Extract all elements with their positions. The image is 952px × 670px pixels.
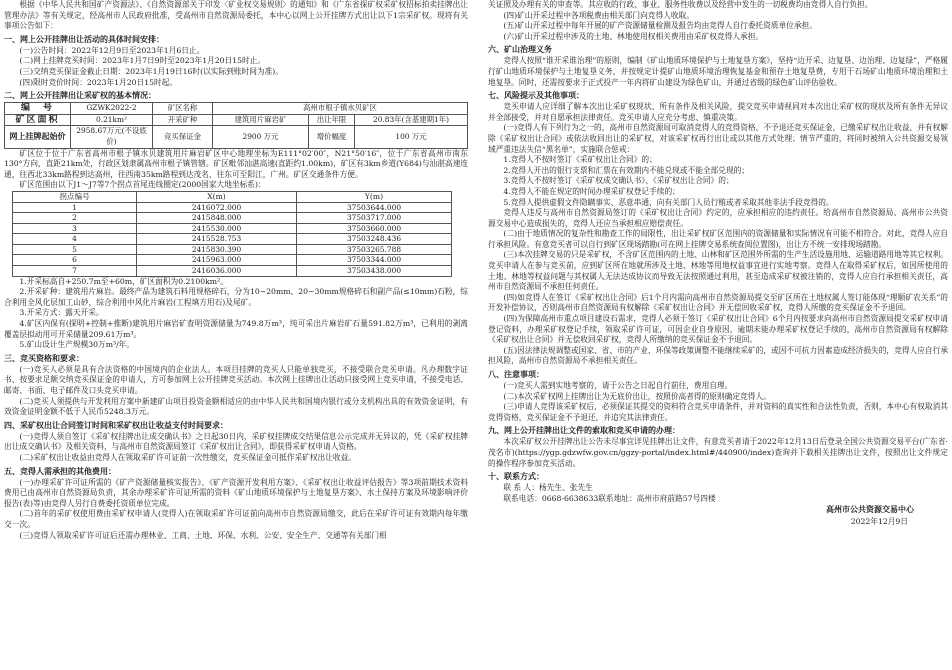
table-row bbox=[13, 266, 452, 277]
contact-info: 联系电话：0668-6638633联系地址：高州市府前路57号四楼 bbox=[503, 493, 716, 503]
table-cell: 高州市根子镇水贝矿区 bbox=[213, 103, 468, 115]
paragraph: (一)竞买人必须是具有合法资格的中国境内的企业法人。本项目挂牌的竞买人只能单独竞买，不接受联合竞买申请。凡办理数字证书、按要求足额交纳竞买保证金的申请人，方可参加网上公开挂牌竞买活动。本次网上挂牌出让活动只接受网上竞买申请，不接受电话、邮寄、书面、电子邮件及口头竞买申请。 bbox=[4, 364, 468, 395]
note-line: 5.矿山设计生产规模30万m³/年。 bbox=[19, 340, 135, 350]
note-line: 4.矿区内保有(探明+控制+推断)建筑用片麻岩矿查明资源储量为749.8万m³，纯可采出片麻岩矿石量591.82万m³，已利用的剥离覆盖层拟动用可开采储量209.61万m³。 bbox=[4, 319, 468, 339]
list-item: 2.竞得人开出的银行支票和汇票在有效期内不能兑现或不能全部兑现的； bbox=[503, 165, 750, 175]
table-cell: 37503660.000 bbox=[297, 223, 452, 234]
table-cell: 出让年限 bbox=[309, 114, 355, 126]
paragraph: (一)竞买人需到实地考察的，请于公告之日起自行前往，费用自理。 bbox=[503, 381, 733, 390]
table-header-row bbox=[13, 191, 452, 202]
table-row bbox=[13, 202, 452, 213]
table-cell: 5 bbox=[13, 244, 137, 255]
table-row bbox=[5, 114, 468, 126]
left-column bbox=[4, 0, 468, 670]
table-cell: 矿区名称 bbox=[153, 103, 213, 115]
table-cell: 37503265.788 bbox=[297, 244, 452, 255]
table-row bbox=[13, 234, 452, 245]
paragraph: (二)采矿权出让收益由竞得人在领取采矿许可证前一次性缴交，竞买保证金可抵作采矿权出让收益。 bbox=[19, 452, 356, 462]
table-cell: 2416072.000 bbox=[137, 202, 297, 213]
table-cell: 4 bbox=[13, 234, 137, 245]
coordinate-table bbox=[12, 191, 452, 277]
paragraph: 竞得人违反与高州市自然资源局签订的《采矿权出让合同》约定的，应承担相应的违约责任。给高州市自然资源局、高州市公共资源交易中心造成损失的，竞得人还应当承担相应赔偿责任。 bbox=[488, 208, 948, 228]
table-cell: 37503717.000 bbox=[297, 213, 452, 224]
column-header: Y(m) bbox=[297, 191, 452, 202]
table-row bbox=[13, 255, 452, 266]
table-row bbox=[5, 126, 468, 148]
table-cell: 建筑用片麻岩矿 bbox=[213, 114, 309, 126]
section-3-heading: 三、竞买资格和要求： bbox=[4, 353, 84, 363]
list-item: 3.竞得人不按时签订《采矿权成交确认书》、《采矿权出让合同》的； bbox=[503, 176, 734, 186]
table-cell: 37503248.436 bbox=[297, 234, 452, 245]
table-cell: 100 万元 bbox=[355, 126, 468, 148]
table-cell: 3 bbox=[13, 223, 137, 234]
intro-paragraph: 根据《中华人民共和国矿产资源法》、《自然资源部关于印发〈矿业权交易规则〉的通知》和《广东省探矿权采矿权招标拍卖挂牌出让管理办法》等有关规定，经高州市人民政府批准，受高州市自然资源局委托，本中心以网上公开挂牌方式出让以下1宗采矿权。现将有关事项公告如下： bbox=[4, 0, 468, 31]
table-cell: 6 bbox=[13, 255, 137, 266]
paragraph: (五)因法律法规调整或国家、省、市的产业、环保等政策调整不能继续采矿的，或因不可抗力因素造成经济损失的，竞得人应自行承担风险，高州市自然资源局不承担相关责任。 bbox=[488, 345, 948, 366]
table-row bbox=[13, 213, 452, 224]
section-5-heading: 五、竞得人需承担的其他费用： bbox=[4, 466, 116, 476]
table-cell: 37503344.000 bbox=[297, 255, 452, 266]
section-1-heading: 一、网上公开挂牌出让活动的具体时间安排： bbox=[4, 34, 164, 44]
list-item: 4.竞得人不能在规定的时间办理采矿权登记手续的； bbox=[503, 186, 680, 196]
section-10-heading: 十、联系方式： bbox=[488, 472, 544, 482]
paragraph: (三)竞得人领取采矿许可证后还需办理林业、工商、土地、环保、水利、公安、安全生产、交通等有关部门相 bbox=[19, 530, 387, 540]
table-cell: 0.21km² bbox=[71, 114, 153, 126]
table-cell: 网上挂牌起始价 bbox=[5, 126, 71, 148]
list-item: 5.竞得人提供虚假文件隐瞒事实、恶意串通，向有关部门人员行贿或者采取其他非法手段竞得的。 bbox=[503, 197, 834, 207]
paragraph: 竞买申请人应详细了解本次出让采矿权现状、所有条件及相关风险，提交竞买申请视同对本次出让采矿权的现状及所有条件无异议并全部接受，并对自愿承担法律责任。竞买申请人应充分考虑、慎重决策。 bbox=[488, 102, 948, 122]
section-7-heading: 七、风险提示及其他事项： bbox=[488, 91, 584, 101]
table-cell: 2415830.390 bbox=[137, 244, 297, 255]
table-row bbox=[5, 103, 468, 115]
table-cell: 1 bbox=[13, 202, 137, 213]
paragraph: (三)本次挂牌交易的只是采矿权，不含矿区范围内的土地、山林和矿区范围外所需的生产生活设施用地、运输道路用地等其它权利。竞买申请人在参与竞买前，应到矿区所在地就所涉及土地、林地等用地权益事宜进行实地考察。竞得人在取得采矿权后，如因所使用的土地、林地等权益问题与其权属人无法达成协议而导致无法按照通过利用，甚至造成采矿权被注销的，竞得人应自行承担相关责任，高州市自然资源局不承担任何责任。 bbox=[488, 250, 948, 292]
table-cell: 2415963.000 bbox=[137, 255, 297, 266]
paragraph: (二)由于地质情况的复杂性和勘查工作的局限性，出让采矿权矿区范围内的资源储量和实际情况有可能不相符合。对此，竞得人应自行承担风险。有意竞买者可以自行到矿区现场踏勘(可在网上挂牌交易系统查阅位置图)，出让方不统一安排现场踏勘。 bbox=[488, 229, 948, 249]
table-cell: 2 bbox=[13, 213, 137, 224]
paragraph: (一)竞得人须自签订《采矿权挂牌出让成交确认书》之日起30日内，采矿权挂牌成交结果信息公示完成并无异议的，凭《采矿权挂牌出让成交确认书》及相关资料，与高州市自然资源局签订《采矿权出让合同》，即获得采矿权申请人资格。 bbox=[4, 431, 468, 452]
paragraph: 本次采矿权公开挂牌出让公告未尽事宜详见挂牌出让文件，有意竞买者请于2022年12月13日后登录全国公共资源交易平台(广东省·茂名市)(https://ygp.gdzwfw.gov.cn/ggzy-portal/index.html#/440900/index)查询并下载相关挂牌出让文件，按照出让文件规定的操作程序参加竞买活动。 bbox=[488, 437, 948, 468]
note-line: 2.开采矿种：建筑用片麻岩。最终产品为建筑石料用规格碎石，分为10~20mm、20~30mm规格碎石和副产品(≤10mm)石粉，综合利用全风化层加工山砂，综合利用中风化片麻岩(工程填方用石)及尾矿。 bbox=[4, 287, 468, 307]
paragraph: (四)为保障高州市重点项目建设石需求，竞得人必须于签订《采矿权出让合同》6个月内按要求向高州市自然资源局提交采矿权申请登记资料，办理采矿权登记手续，领取采矿许可证，可因企业自身原因，逾期未能办理采矿权登记手续的，高州市自然资源局有权解除《采矿权出让合同》并无偿收回采矿权，竞得人所缴纳的竞买保证金不予退回。 bbox=[488, 314, 948, 345]
table-cell: GZWK2022-2 bbox=[71, 103, 153, 115]
schedule-line: (三)交纳竞买保证金截止日期：2023年1月19日16时(以实际到账时间为准)。 bbox=[19, 66, 283, 76]
section-9-heading: 九、网上公开挂牌出让文件的索取和竞买申请的办理： bbox=[488, 426, 680, 436]
issue-date: 2022年12月9日 bbox=[850, 517, 908, 527]
table-cell: 2900 万元 bbox=[213, 126, 309, 148]
paragraph: (一)办理采矿许可证所需的《矿产资源储量核实报告》、《矿产资源开发利用方案》、《采矿权出让收益评估报告》等3项前期技术资料费用已由高州市自然资源局负责，其余办理采矿许可证所需的资料《矿山地质环境保护与土地复垦方案》、水土保持方案及环境影响评价报告(表)等)由竞得人另行自费委托资质单位完成。 bbox=[4, 477, 468, 508]
list-item: 1.竞得人不按时签订《采矿权出让合同》的； bbox=[503, 155, 657, 165]
paragraph: (六)矿山开采过程中涉及的土地、林地使用权相关费用由采矿权竞得人承担。 bbox=[503, 31, 764, 41]
paragraph: 竞得人按照“谁开采谁治理”的原则，编制《矿山地质环境保护与土地复垦方案》，坚持“边开采、边复垦、边治理、边复绿”，严格履行矿山地质环境保护与土地复垦义务，并按规定计提矿山地质环境治理恢复基金和预存土地复垦费，专用于石场矿山地质环境治理和土地复垦。同时，还需按要求于正式投产一年内将矿山建设为绿色矿山，并通过省级的绿色矿山评估验收。 bbox=[488, 56, 948, 87]
table-cell: 增价幅度 bbox=[309, 126, 355, 148]
table-cell: 竞买保证金 bbox=[153, 126, 213, 148]
location-paragraph: 矿区位于位于广东省高州市根子镇水贝建筑用片麻岩矿区中心地理坐标为E111°02′00″，N21°50′16″，位于广东省高州市南东130°方向，直距21km处，行政区划隶属高州市根子镇管辖。矿区毗邻汕湛高速(直距约1.00km)，矿区有3km乡道(Y684)与汕湛高速连通，往西北33km路程到达高州，往西南35km路程到达茂名，往东可至阳江，广州。矿区交通条件方便。 bbox=[4, 148, 468, 179]
table-cell: 37503644.000 bbox=[297, 202, 452, 213]
paragraph: 关证照及办理有关的审查等。其应收的行政、事业、服务性收费以及经营中发生的一切税费均由竞得人自行负担。 bbox=[488, 0, 873, 9]
table-cell: 37503438.000 bbox=[297, 266, 452, 277]
note-line: 1.开采标高自+250.7m至+60m，矿区面积为0.2100km²。 bbox=[19, 276, 228, 286]
issuer-signature: 高州市公共资源交易中心 bbox=[826, 505, 914, 515]
table-cell: 2415848.000 bbox=[137, 213, 297, 224]
schedule-line: (二)网上挂牌竞买时间：2023年1月7日9时至2023年1月20日15时止。 bbox=[19, 56, 266, 66]
table-cell: 20.83年(含基建期1年) bbox=[355, 114, 468, 126]
paragraph: (四)矿山开采过程中各项税费由相关部门向竞得人收取。 bbox=[503, 10, 694, 20]
paragraph: (二)本次采矿权网上挂牌出让为无底价出让，按照价高者得的原则确定竞得人。 bbox=[503, 391, 771, 401]
basic-info-table bbox=[4, 102, 468, 148]
table-cell: 7 bbox=[13, 266, 137, 277]
table-cell: 2416036.000 bbox=[137, 266, 297, 277]
right-column bbox=[488, 0, 948, 670]
paragraph: (五)矿山开采过程中每年开展的矿产资源储量检测及报告均由竞得人自行委托资质单位承担。 bbox=[503, 21, 817, 31]
section-4-heading: 四、采矿权出让合同签订时间和采矿权出让收益支付时间要求： bbox=[4, 420, 228, 430]
section-6-heading: 六、矿山治理义务 bbox=[488, 45, 552, 55]
table-cell: 2415528.753 bbox=[137, 234, 297, 245]
paragraph: (二)首年的采矿权使用费由采矿权申请人(竞得人)在领取采矿许可证前向高州市自然资源局缴交，此后在采矿许可证有效期内每年缴交一次。 bbox=[4, 509, 468, 529]
contact-person: 联 系 人：杨先生、张先生 bbox=[503, 483, 593, 493]
table-row bbox=[13, 244, 452, 255]
table-cell: 开采矿种 bbox=[153, 114, 213, 126]
schedule-line: (四)限时竞价时间：2023年1月20日15时起。 bbox=[19, 77, 178, 87]
table-cell: 2415530.000 bbox=[137, 223, 297, 234]
section-2-heading: 二、网上公开挂牌出让采矿权的基本情况： bbox=[4, 91, 156, 101]
section-8-heading: 八、注意事项： bbox=[488, 370, 544, 379]
schedule-line: (一)公告时间：2022年12月9日至2023年1月6日止。 bbox=[19, 45, 205, 55]
paragraph: (三)申请人竞得该采矿权后，必须保证其提交的资料符合竞买申请条件，并对资料的真实性和合法性负责，否则，本中心有权取消其竞得资格，竞买保证金不予退还，并追究其法律责任。 bbox=[488, 402, 948, 422]
table-cell: 2958.67万元(不设底价) bbox=[71, 126, 153, 148]
table-row bbox=[13, 223, 452, 234]
table-cell: 编 号 bbox=[5, 103, 71, 115]
range-intro: 矿区范围由以下J1～J7等7个拐点首尾连线圈定(2000国家大地坐标系)： bbox=[19, 180, 266, 190]
paragraph: (二)竞买人须提供与开发利用方案中新建矿山项目投资金额相适应的由中华人民共和国境内银行或分支机构出具的有效资金证明，有效资金证明金额不低于人民币5248.3万元。 bbox=[4, 396, 468, 417]
column-header: X(m) bbox=[137, 191, 297, 202]
paragraph: (一)竞得人有下列行为之一的，高州市自然资源局可取消竞得人的竞得资格，不予退还竞买保证金，已缴采矿权出让收益，并有权解除《采矿权出让合同》或依法收回出让的采矿权，对该采矿权再行出让或以其他方式处理；情节严重的，将同时被纳入公共资源交易领域严重违法失信“黑名单”，实施联合惩戒： bbox=[488, 123, 948, 154]
paragraph: (四)如竞得人在签订《采矿权出让合同》后1个月内需向高州市自然资源局提交至矿区所在土地权属人签订能体现“理顺矿农关系”的开发补偿协议，否则高州市自然资源局有权解除《采矿权出让合同》并无偿回收采矿权，竞得人所缴的竞买保证金不予退回。 bbox=[488, 292, 948, 313]
table-cell: 矿区面积 bbox=[5, 114, 71, 126]
note-line: 3.开采方式：露天开采。 bbox=[19, 308, 104, 318]
column-header: 拐点编号 bbox=[13, 191, 137, 202]
